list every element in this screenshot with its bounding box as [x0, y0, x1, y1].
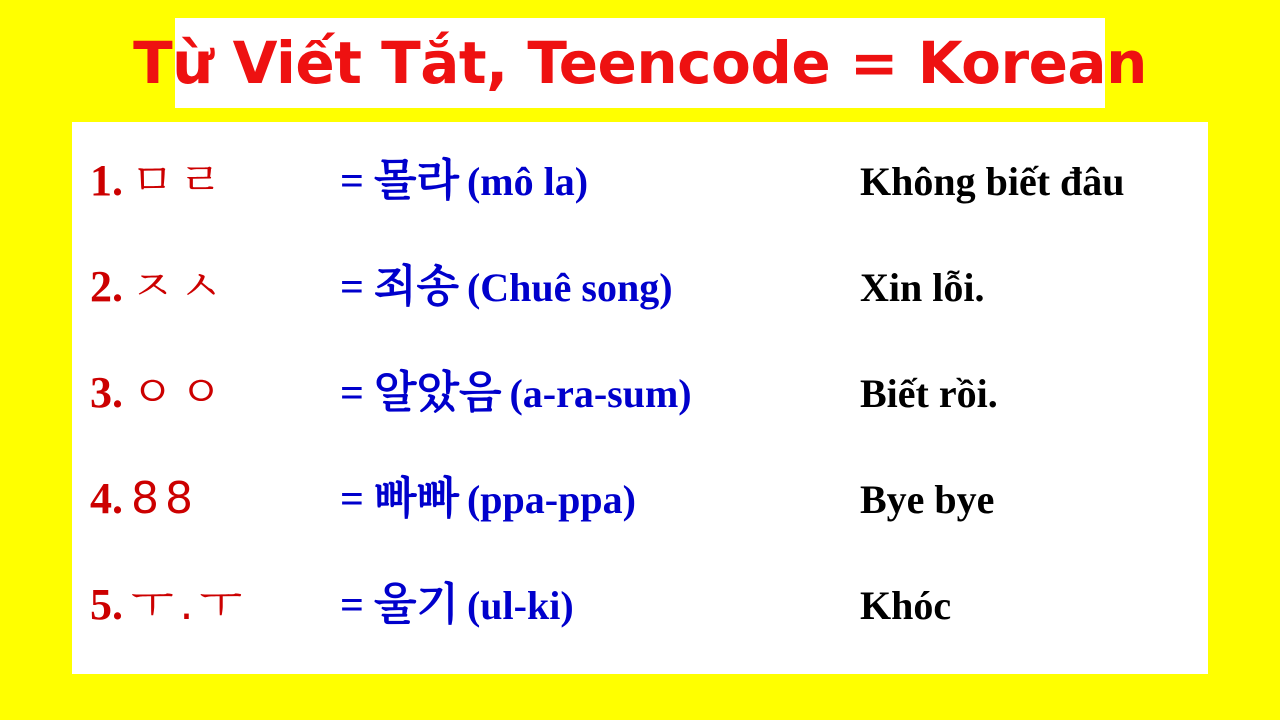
item-number: 5. [90, 580, 123, 629]
content-card [72, 122, 1208, 674]
abbreviation-text: ㅈㅅ [131, 261, 229, 312]
romanization: (Chuê song) [466, 265, 673, 310]
equals-sign: = [340, 265, 364, 311]
page-title: Từ Viết Tắt, Teencode = Korean [133, 29, 1147, 97]
list-item [72, 356, 1208, 462]
meaning-text: Bye bye [860, 477, 995, 522]
abbreviation-text: ㅁㄹ [131, 155, 229, 206]
list-item [72, 250, 1208, 356]
korean-cell [340, 462, 860, 526]
abbreviation-cell [90, 473, 340, 524]
item-number: 1. [90, 156, 123, 205]
romanization: (mô la) [466, 159, 589, 204]
abbreviation-text: ㅇㅇ [131, 367, 229, 418]
meaning-text: Xin lỗi. [860, 265, 985, 310]
abbreviation-text: 88 [131, 473, 199, 524]
meaning-text: Khóc [860, 583, 952, 628]
korean-cell [340, 568, 860, 632]
korean-word: 몰라 [373, 155, 459, 206]
equals-sign: = [340, 583, 364, 629]
abbreviation-cell [90, 356, 340, 420]
abbreviation-text: ㅜ.ㅜ [131, 579, 248, 630]
korean-word: 죄송 [373, 261, 459, 312]
item-number: 2. [90, 262, 123, 311]
list-item [72, 568, 1208, 674]
meaning-text: Biết rồi. [860, 371, 998, 416]
korean-word: 알았음 [373, 367, 502, 418]
abbreviation-cell [90, 250, 340, 314]
item-number: 3. [90, 368, 123, 417]
title-banner [133, 18, 1147, 108]
list-item [72, 462, 1208, 568]
list-item [72, 144, 1208, 250]
korean-cell [340, 144, 860, 208]
abbreviation-cell [90, 144, 340, 208]
item-number: 4. [90, 474, 123, 523]
meaning-text: Không biết đâu [860, 159, 1125, 204]
romanization: (ul-ki) [466, 583, 574, 628]
korean-cell [340, 250, 860, 314]
romanization: (ppa-ppa) [466, 477, 636, 522]
abbreviation-list [72, 144, 1208, 674]
equals-sign: = [340, 159, 364, 205]
korean-cell [340, 356, 860, 420]
korean-word: 빠빠 [373, 473, 459, 524]
korean-word: 울기 [373, 579, 459, 630]
equals-sign: = [340, 371, 364, 417]
romanization: (a-ra-sum) [509, 371, 692, 416]
equals-sign: = [340, 477, 364, 523]
abbreviation-cell [90, 568, 340, 632]
